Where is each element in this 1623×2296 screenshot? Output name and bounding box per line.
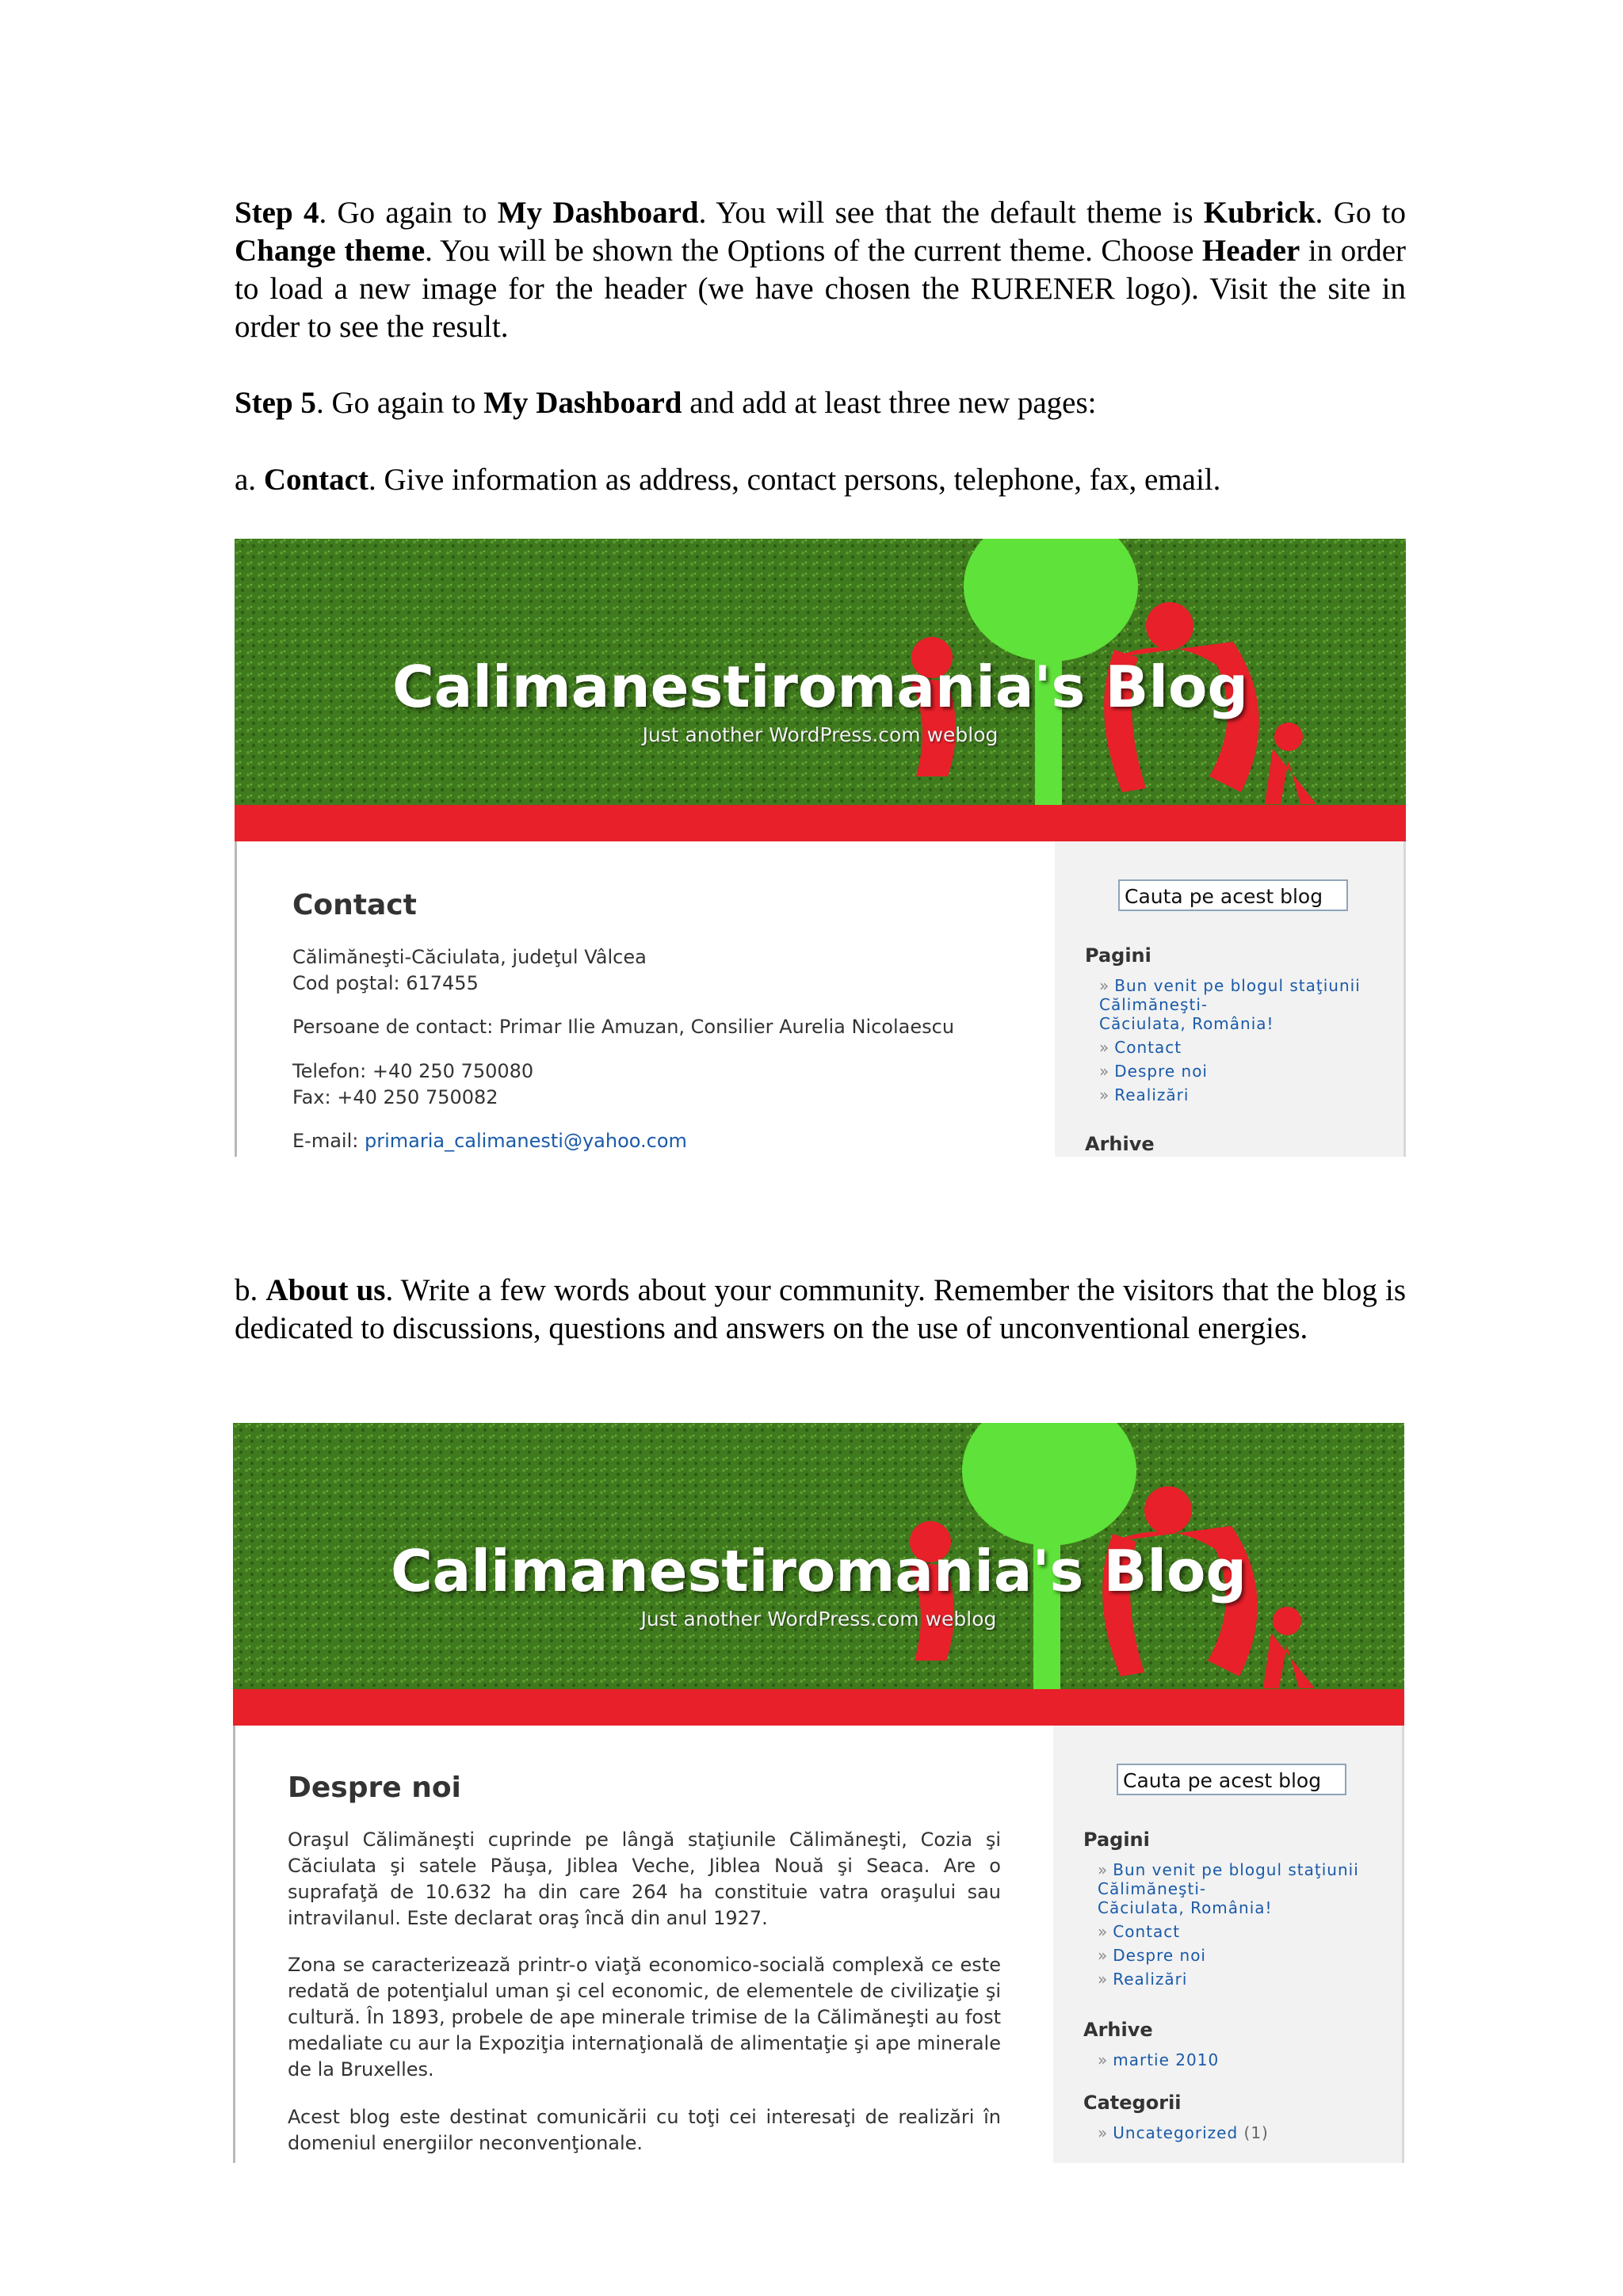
email-label: E-mail: (292, 1130, 365, 1152)
sidebar-item-despre-noi[interactable] (1098, 1946, 1359, 1965)
sidebar (1055, 841, 1406, 1157)
archive-list (1098, 2050, 1219, 2074)
content-column (233, 1726, 1052, 2163)
phone-number: Telefon: +40 250 750080 (292, 1060, 534, 1082)
archive-heading: Arhive (1085, 1133, 1155, 1155)
content-column (235, 841, 1053, 1157)
phone-fax-text (292, 1058, 1006, 1111)
email-line (292, 1128, 1006, 1154)
address-line: Călimăneşti-Căciulata, judeţul Vâlcea (292, 946, 647, 968)
raquo-icon: » (1098, 1946, 1109, 1965)
step4-text: . You will be shown the Options of the current theme. Choose (425, 234, 1202, 268)
step5-text: . Go again to (315, 386, 484, 420)
raquo-icon: » (1098, 2123, 1109, 2142)
email-link[interactable]: primaria_calimanesti@yahoo.com (364, 1130, 687, 1152)
step4-text: . Go to (1315, 196, 1406, 230)
page-link[interactable]: Realizări (1113, 1970, 1188, 1989)
step4-text: in order to load a new image for the header (we have chosen the RURENER logo). Visit the site in order to see the result. (235, 234, 1407, 344)
page-link[interactable]: Despre noi (1114, 1062, 1208, 1081)
bold-contact: Contact (263, 463, 369, 497)
sidebar-item-contact[interactable] (1098, 1922, 1359, 1941)
step4-label: Step 4 (235, 196, 319, 230)
archive-item[interactable] (1098, 2050, 1219, 2069)
raquo-icon: » (1098, 1922, 1109, 1941)
bold-kubrick: Kubrick (1203, 196, 1316, 230)
item-a-paragraph (235, 461, 1406, 499)
red-header-strip (233, 1689, 1404, 1726)
archive-link[interactable]: martie 2010 (1113, 2050, 1220, 2069)
blog-tagline: Just another WordPress.com weblog (642, 723, 999, 746)
about-paragraph-2: Zona se caracterizează printr-o viaţă economico-socială complexă ce este redată de potenţialul uman şi cel economic, de elementele de civilizaţie şi cultură. În 1893, probele de ape minerale trimise de la Călimăneşti au fost medaliate cu aur la Expoziţia internaţională de alimentaţie şi ape minerale de la Bruxelles. (288, 1954, 1001, 2081)
item-b-text: . Write a few words about your community. Remember the visitors that the blog is dedicated to discussions, questions and answers on the use of unconventional energies. (235, 1273, 1407, 1345)
categories-list (1098, 2123, 1269, 2147)
categories-heading: Categorii (1083, 2092, 1182, 2114)
page-link[interactable]: Călimăneşti- (1098, 1879, 1207, 1898)
blog-header-banner (235, 539, 1406, 841)
red-header-strip (235, 805, 1406, 841)
postal-code: Cod poştal: 617455 (292, 972, 479, 994)
category-link[interactable]: Uncategorized (1113, 2123, 1239, 2142)
blog-title[interactable]: Calimanestiromania's Blog (390, 1538, 1247, 1604)
page-link[interactable]: Căciulata, România! (1099, 1014, 1274, 1033)
page-link[interactable]: Despre noi (1113, 1946, 1206, 1965)
sidebar-item-realizari[interactable] (1099, 1085, 1361, 1104)
step5-paragraph (235, 384, 1406, 422)
about-page-screenshot (233, 1423, 1404, 2163)
pages-heading: Pagini (1085, 944, 1151, 967)
raquo-icon: » (1098, 1860, 1109, 1879)
blog-header-banner (233, 1423, 1404, 1726)
contact-page-screenshot (235, 539, 1406, 1157)
bold-my-dashboard: My Dashboard (497, 196, 699, 230)
step4-text: . Go again to (319, 196, 498, 230)
search-input[interactable]: Cauta pe acest blog (1118, 879, 1348, 911)
category-item[interactable] (1098, 2123, 1269, 2142)
bold-header: Header (1201, 234, 1300, 268)
sidebar-item-welcome[interactable] (1099, 976, 1361, 1033)
raquo-icon: » (1099, 1038, 1110, 1057)
bold-my-dashboard: My Dashboard (483, 386, 682, 420)
pages-heading: Pagini (1083, 1829, 1150, 1851)
page-link[interactable]: Contact (1113, 1922, 1181, 1941)
item-b-prefix: b. (235, 1273, 266, 1307)
blog-title[interactable]: Calimanestiromania's Blog (391, 654, 1249, 720)
step5-text: and add at least three new pages: (682, 386, 1097, 420)
raquo-icon: » (1098, 1970, 1109, 1989)
archive-heading: Arhive (1083, 2019, 1153, 2041)
raquo-icon: » (1098, 2050, 1109, 2069)
item-a-text: . Give information as address, contact persons, telephone, fax, email. (368, 463, 1221, 497)
page-link[interactable]: Călimăneşti- (1099, 995, 1209, 1014)
step5-label: Step 5 (235, 386, 316, 420)
item-b-paragraph (235, 1272, 1406, 1348)
pages-list (1099, 976, 1361, 1109)
raquo-icon: » (1099, 1062, 1110, 1081)
page-link[interactable]: Căciulata, România! (1098, 1898, 1273, 1917)
about-paragraph-3: Acest blog este destinat comunicării cu toţi cei interesaţi de realizări în domeniul energiilor neconvenţionale. (288, 2106, 1001, 2154)
page-link[interactable]: Realizări (1114, 1085, 1190, 1104)
step4-paragraph (235, 194, 1406, 346)
sidebar-item-realizari[interactable] (1098, 1970, 1359, 1989)
contact-persons: Persoane de contact: Primar Ilie Amuzan, Consilier Aurelia Nicolaescu (292, 1016, 955, 1038)
address-text (292, 944, 1006, 997)
sidebar-item-despre-noi[interactable] (1099, 1062, 1361, 1081)
page-link[interactable]: Contact (1114, 1038, 1182, 1057)
bold-about-us: About us (265, 1273, 386, 1307)
sidebar-item-welcome[interactable] (1098, 1860, 1359, 1917)
sidebar (1053, 1726, 1404, 2163)
bold-change-theme: Change theme (235, 234, 426, 268)
blog-tagline: Just another WordPress.com weblog (640, 1608, 997, 1630)
page-link[interactable]: Bun venit pe blogul staţiunii (1114, 976, 1361, 995)
raquo-icon: » (1099, 1085, 1110, 1104)
raquo-icon: » (1099, 976, 1110, 995)
page-link[interactable]: Bun venit pe blogul staţiunii (1113, 1860, 1359, 1879)
sidebar-item-contact[interactable] (1099, 1038, 1361, 1057)
page-title: Despre noi (288, 1772, 461, 1804)
pages-list (1098, 1860, 1359, 1993)
about-paragraph-1: Oraşul Călimăneşti cuprinde pe lângă staţiunile Călimăneşti, Cozia şi Căciulata şi satele Păuşa, Jiblea Veche, Jiblea Nouă şi Seaca. Are o suprafaţă de 10.632 ha din care 264 ha constituie vatra oraşului sau intravilanul. Este declarat oraş încă din anul 1927. (288, 1829, 1001, 1929)
fax-number: Fax: +40 250 750082 (292, 1086, 498, 1108)
search-input[interactable]: Cauta pe acest blog (1117, 1764, 1346, 1795)
step4-text: . You will see that the default theme is (698, 196, 1204, 230)
category-count: (1) (1243, 2123, 1269, 2142)
page-title: Contact (292, 889, 417, 921)
item-a-prefix: a. (235, 463, 264, 497)
